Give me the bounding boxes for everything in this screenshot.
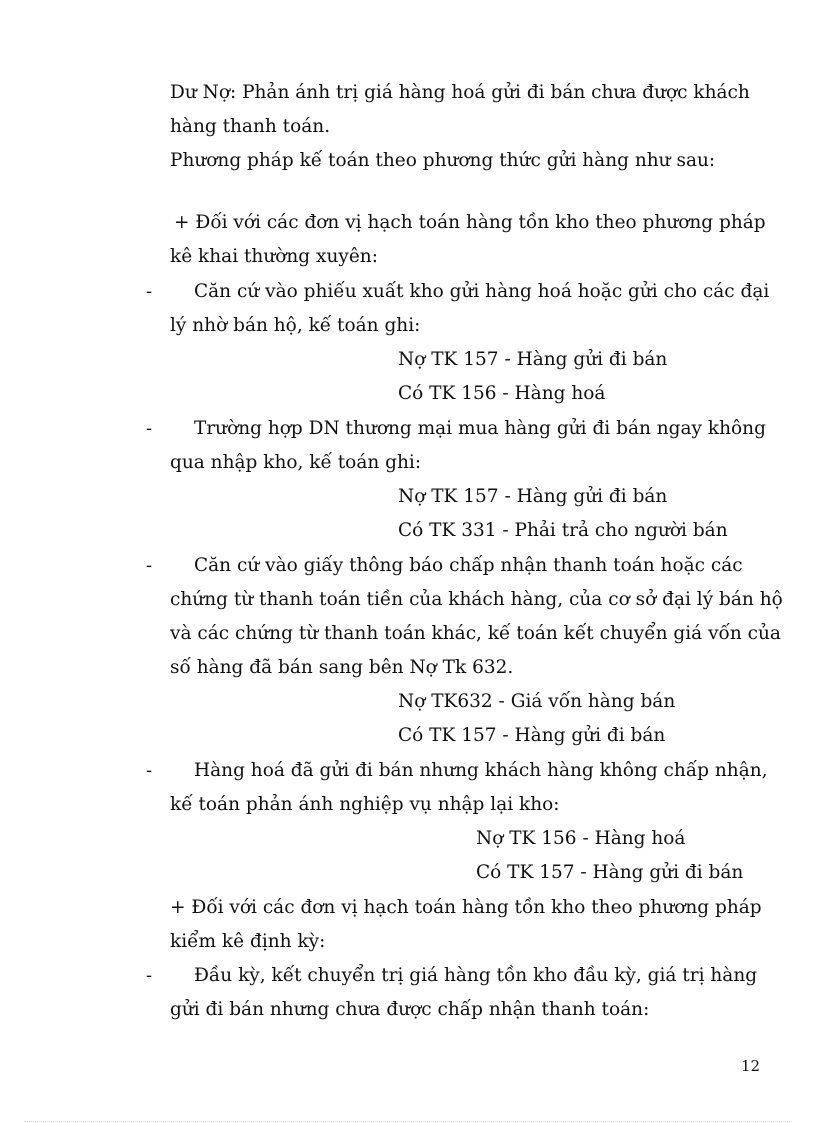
bullet-2-line-2: qua nhập kho, kế toán ghi: (170, 452, 422, 473)
bullet-dash: - (146, 760, 153, 781)
bullet-1-line-2: lý nhờ bán hộ, kế toán ghi: (170, 315, 421, 336)
bullet-5-line-2: gửi đi bán nhưng chưa được chấp nhận thanh toán: (170, 999, 650, 1020)
bullet-3-line-1: Căn cứ vào giấy thông báo chấp nhận thanh toán hoặc các (194, 555, 743, 576)
entry-1-debit: Nợ TK 157 - Hàng gửi đi bán (398, 349, 668, 370)
bullet-dash: - (146, 281, 153, 302)
page-number: 12 (741, 1057, 761, 1075)
section-heading-periodic-line-2: kiểm kê định kỳ: (170, 931, 326, 952)
paragraph-du-no-line-1: Dư Nợ: Phản ánh trị giá hàng hoá gửi đi bán chưa được khách (170, 82, 750, 103)
bullet-1-line-1: Căn cứ vào phiếu xuất kho gửi hàng hoá hoặc gửi cho các đại (194, 281, 770, 302)
bullet-dash: - (146, 555, 153, 576)
bullet-3-line-2: chứng từ thanh toán tiền của khách hàng, của cơ sở đại lý bán hộ (170, 589, 783, 610)
entry-2-debit: Nợ TK 157 - Hàng gửi đi bán (398, 486, 668, 507)
section-heading-perpetual-line-1: + Đối với các đơn vị hạch toán hàng tồn kho theo phương pháp (174, 212, 766, 233)
entry-3-debit: Nợ TK632 - Giá vốn hàng bán (398, 691, 676, 712)
entry-3-credit: Có TK 157 - Hàng gửi đi bán (398, 725, 666, 746)
paragraph-method-intro: Phương pháp kế toán theo phương thức gửi hàng như sau: (170, 150, 716, 171)
section-heading-perpetual-line-2: kê khai thường xuyên: (170, 246, 378, 267)
paragraph-du-no-line-2: hàng thanh toán. (170, 116, 331, 137)
bullet-2-line-1: Trường hợp DN thương mại mua hàng gửi đi bán ngay không (194, 418, 766, 439)
section-heading-periodic-line-1: + Đối với các đơn vị hạch toán hàng tồn kho theo phương pháp (170, 897, 762, 918)
bullet-4-line-2: kế toán phản ánh nghiệp vụ nhập lại kho: (170, 794, 560, 815)
bullet-4-line-1: Hàng hoá đã gửi đi bán nhưng khách hàng không chấp nhận, (194, 760, 768, 781)
entry-4-debit: Nợ TK 156 - Hàng hoá (476, 828, 686, 849)
entry-1-credit: Có TK 156 - Hàng hoá (398, 383, 606, 404)
bullet-5-line-1: Đầu kỳ, kết chuyển trị giá hàng tồn kho đầu kỳ, giá trị hàng (194, 965, 758, 986)
bullet-dash: - (146, 418, 153, 439)
entry-2-credit: Có TK 331 - Phải trả cho người bán (398, 520, 728, 541)
bullet-3-line-3: và các chứng từ thanh toán khác, kế toán kết chuyển giá vốn của (170, 623, 781, 644)
page-bottom-divider (24, 1121, 792, 1122)
bullet-3-line-4: số hàng đã bán sang bên Nợ Tk 632. (170, 657, 514, 678)
entry-4-credit: Có TK 157 - Hàng gửi đi bán (476, 862, 744, 883)
bullet-dash: - (146, 965, 153, 986)
